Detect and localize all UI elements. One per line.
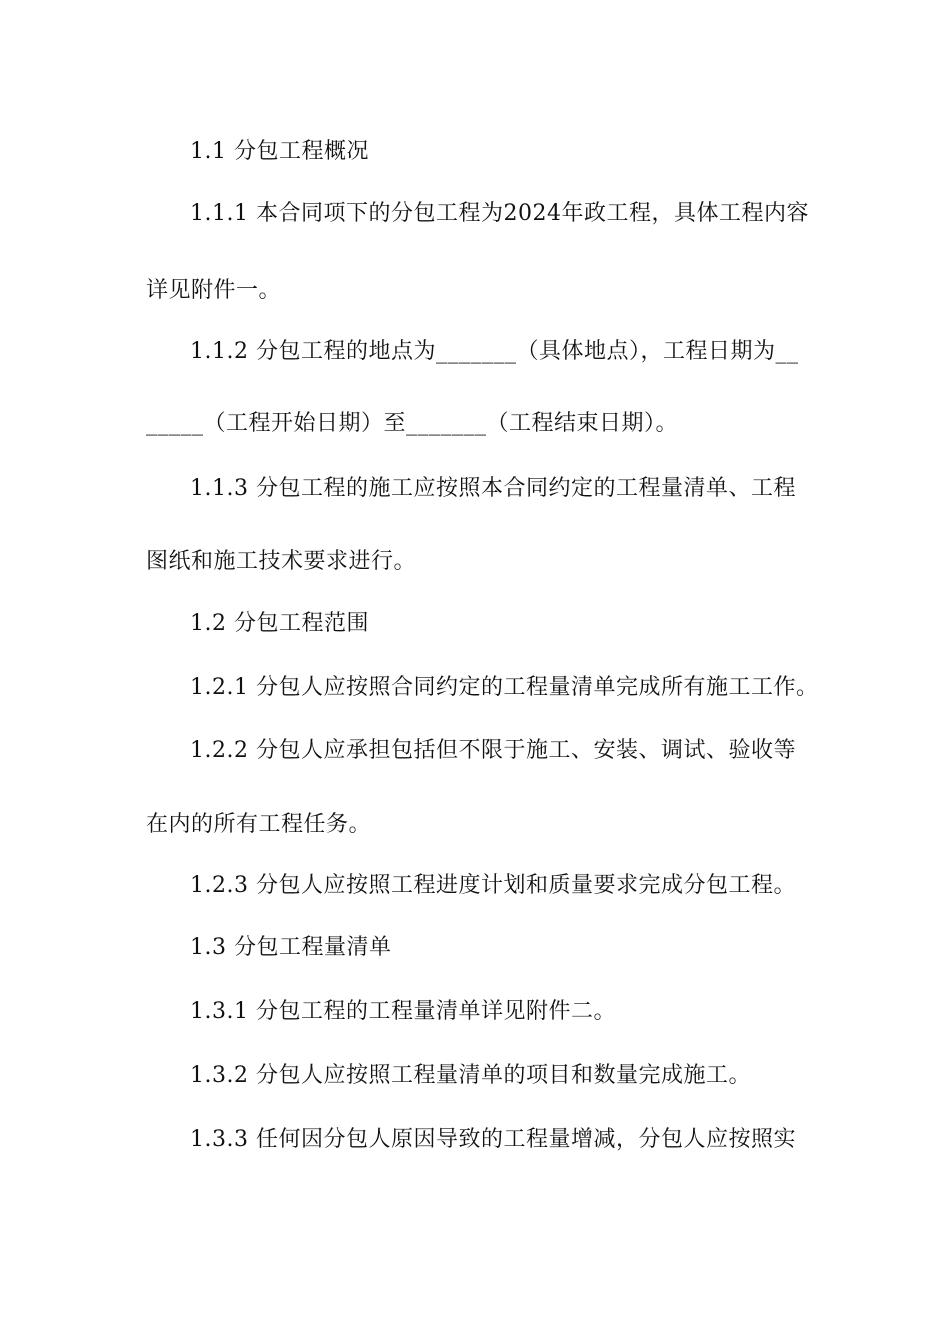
paragraph-1-1-1-line-2: 详见附件一。 <box>146 278 282 303</box>
section-heading-1-1: 1.1 分包工程概况 <box>190 139 369 164</box>
paragraph-1-2-3: 1.2.3 分包人应按照工程进度计划和质量要求完成分包工程。 <box>190 873 796 898</box>
paragraph-1-3-3-line-1: 1.3.3 任何因分包人原因导致的工程量增减，分包人应按照实 <box>190 1127 796 1152</box>
paragraph-1-2-1: 1.2.1 分包人应按照合同约定的工程量清单完成所有施工工作。 <box>190 675 819 700</box>
paragraph-1-3-1: 1.3.1 分包工程的工程量清单详见附件二。 <box>190 999 616 1024</box>
paragraph-1-1-3-line-1: 1.1.3 分包工程的施工应按照本合同约定的工程量清单、工程 <box>190 476 796 501</box>
section-heading-1-2: 1.2 分包工程范围 <box>190 611 369 636</box>
paragraph-1-1-2-line-2: _____（工程开始日期）至_______（工程结束日期）。 <box>146 411 679 436</box>
paragraph-1-1-3-line-2: 图纸和施工技术要求进行。 <box>146 549 417 574</box>
paragraph-1-2-2-line-2: 在内的所有工程任务。 <box>146 812 372 837</box>
paragraph-1-1-2-line-1: 1.1.2 分包工程的地点为_______（具体地点），工程日期为__ <box>190 339 799 364</box>
section-heading-1-3: 1.3 分包工程量清单 <box>190 935 392 960</box>
paragraph-1-2-2-line-1: 1.2.2 分包人应承担包括但不限于施工、安装、调试、验收等 <box>190 738 796 763</box>
paragraph-1-1-1-line-1: 1.1.1 本合同项下的分包工程为2024年政工程，具体工程内容 <box>190 201 809 226</box>
paragraph-1-3-2: 1.3.2 分包人应按照工程量清单的项目和数量完成施工。 <box>190 1063 751 1088</box>
